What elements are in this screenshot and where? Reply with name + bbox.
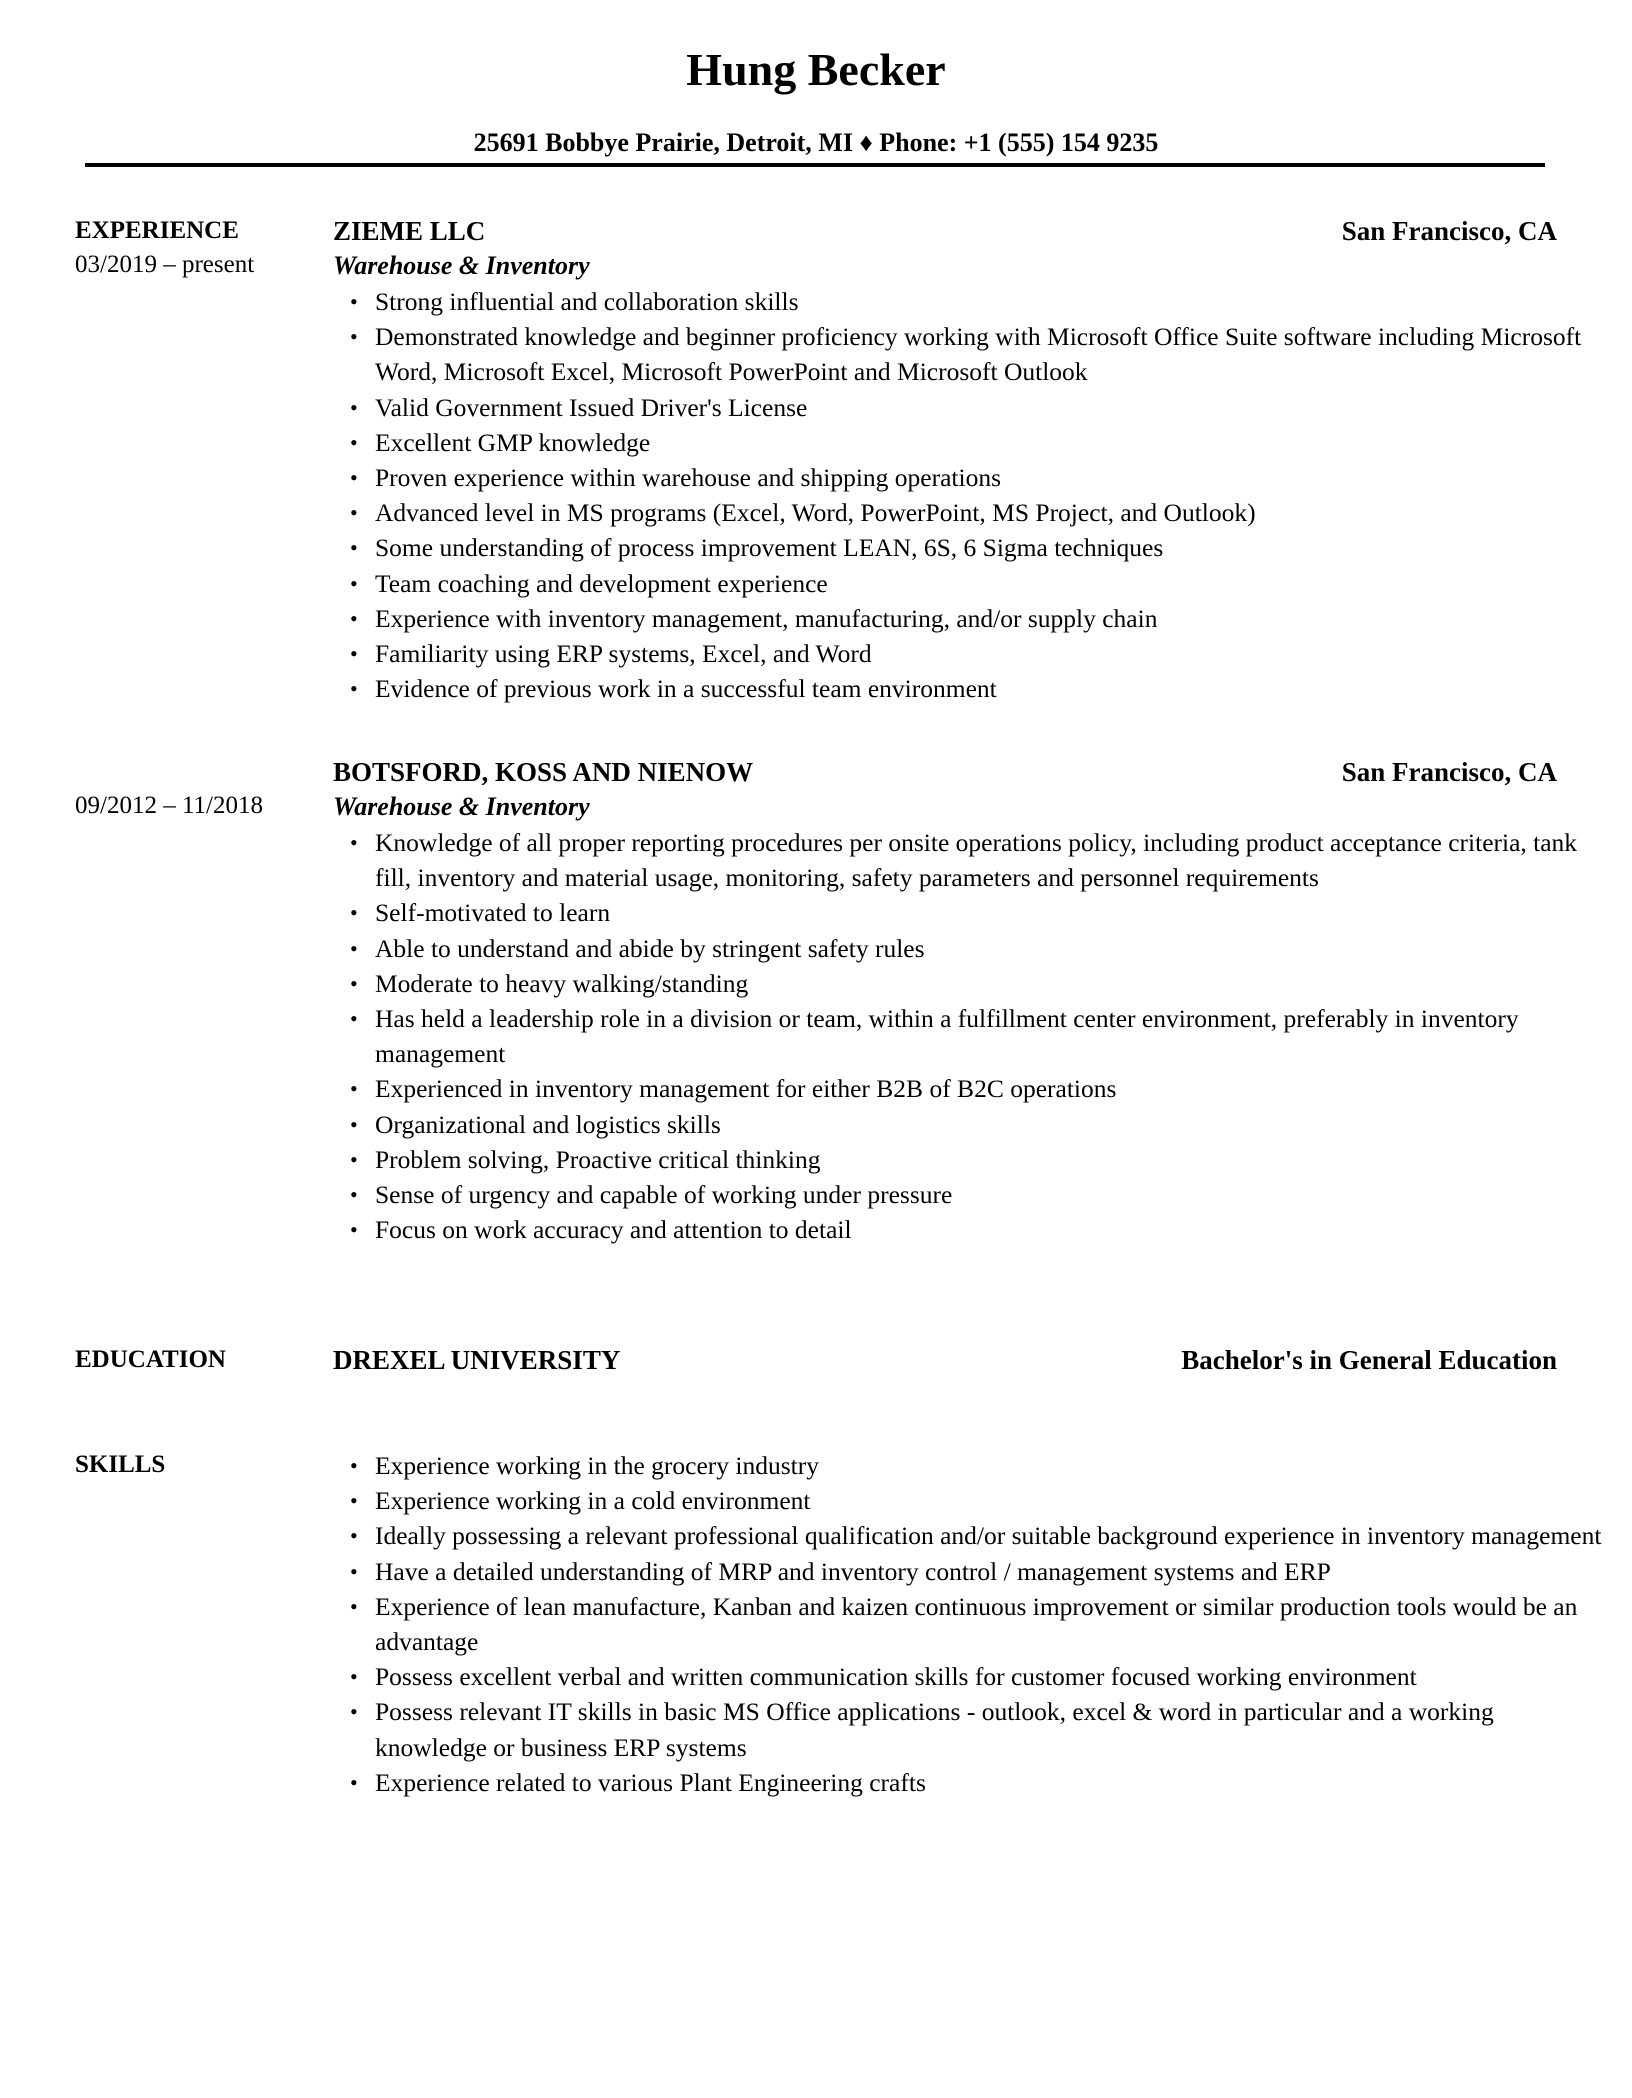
section-label-skills: SKILLS — [75, 1451, 166, 1478]
job-location: San Francisco, CA — [1341, 757, 1557, 787]
job-date: 09/2012 – 11/2018 — [75, 792, 263, 819]
job-employer: ZIEME LLC — [333, 216, 486, 246]
bullet-item: • Experienced in inventory management for either B2B of B2C operations — [375, 1071, 1605, 1106]
header-divider — [85, 163, 1545, 167]
bullet-item: • Moderate to heavy walking/standing — [375, 966, 1605, 1001]
bullet-item: • Organizational and logistics skills — [375, 1107, 1605, 1142]
skill-item: • Ideally possessing a relevant professional qualification and/or suitable background experience in inventory management — [375, 1518, 1605, 1553]
bullet-item: • Valid Government Issued Driver's License — [375, 390, 1605, 425]
bullet-item: • Has held a leadership role in a division or team, within a fulfillment center environment, preferably in inventory management — [375, 1001, 1605, 1071]
bullet-item: • Experience with inventory management, manufacturing, and/or supply chain — [375, 601, 1605, 636]
bullet-item: • Knowledge of all proper reporting procedures per onsite operations policy, including product acceptance criteria, tank fill, inventory and material usage, monitoring, safety parameters and personnel requirements — [375, 825, 1605, 895]
bullet-item: • Some understanding of process improvement LEAN, 6S, 6 Sigma techniques — [375, 530, 1605, 565]
job-role: Warehouse & Inventory — [333, 792, 590, 821]
job-date: 03/2019 – present — [75, 251, 255, 278]
education-school: DREXEL UNIVERSITY — [333, 1345, 621, 1375]
skill-item: • Experience of lean manufacture, Kanban and kaizen continuous improvement or similar production tools would be an advantage — [375, 1589, 1605, 1659]
candidate-name: Hung Becker — [686, 44, 946, 95]
bullet-item: • Strong influential and collaboration skills — [375, 284, 1605, 319]
skill-item: • Have a detailed understanding of MRP and inventory control / management systems and ERP — [375, 1554, 1605, 1589]
bullet-item: • Evidence of previous work in a successful team environment — [375, 671, 1605, 706]
job-role: Warehouse & Inventory — [333, 251, 590, 280]
bullet-item: • Problem solving, Proactive critical thinking — [375, 1142, 1605, 1177]
job-location: San Francisco, CA — [1341, 216, 1557, 246]
bullet-item: • Excellent GMP knowledge — [375, 425, 1605, 460]
bullet-item: • Sense of urgency and capable of working under pressure — [375, 1177, 1605, 1212]
bullet-item: • Team coaching and development experience — [375, 566, 1605, 601]
skill-item: • Experience working in the grocery industry — [375, 1448, 1605, 1483]
skills-list — [333, 1448, 1605, 1800]
section-label-education: EDUCATION — [75, 1346, 226, 1373]
education-degree: Bachelor's in General Education — [1181, 1345, 1557, 1375]
bullet-item: • Advanced level in MS programs (Excel, Word, PowerPoint, MS Project, and Outlook) — [375, 495, 1605, 530]
job-bullets — [333, 825, 1605, 1247]
section-label-experience: EXPERIENCE — [75, 217, 239, 244]
bullet-item: • Focus on work accuracy and attention to detail — [375, 1212, 1605, 1247]
job-employer: BOTSFORD, KOSS AND NIENOW — [333, 757, 754, 787]
bullet-item: • Demonstrated knowledge and beginner proficiency working with Microsoft Office Suite software including Microsoft Word, Microsoft Excel, Microsoft PowerPoint and Microsoft Outlook — [375, 319, 1605, 389]
bullet-item: • Proven experience within warehouse and shipping operations — [375, 460, 1605, 495]
skill-item: • Experience related to various Plant Engineering crafts — [375, 1765, 1605, 1800]
skill-item: • Possess relevant IT skills in basic MS Office applications - outlook, excel & word in particular and a working knowledge or business ERP systems — [375, 1694, 1605, 1764]
skill-item: • Experience working in a cold environment — [375, 1483, 1605, 1518]
bullet-item: • Able to understand and abide by stringent safety rules — [375, 931, 1605, 966]
bullet-item: • Familiarity using ERP systems, Excel, and Word — [375, 636, 1605, 671]
job-bullets — [333, 284, 1605, 706]
contact-line: 25691 Bobbye Prairie, Detroit, MI ♦ Phone: +1 (555) 154 9235 — [473, 128, 1159, 157]
skill-item: • Possess excellent verbal and written communication skills for customer focused working environment — [375, 1659, 1605, 1694]
bullet-item: • Self-motivated to learn — [375, 895, 1605, 930]
